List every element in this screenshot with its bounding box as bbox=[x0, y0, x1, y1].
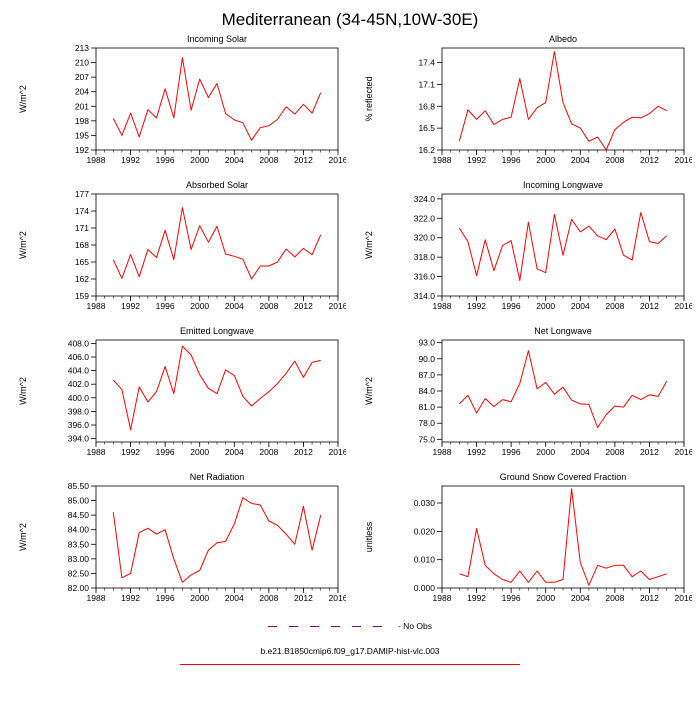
x-tick-label: 1992 bbox=[467, 447, 487, 457]
y-tick-label: 87.0 bbox=[418, 369, 435, 380]
y-tick-label: 192 bbox=[74, 145, 89, 155]
x-tick-label: 2016 bbox=[674, 447, 692, 457]
x-tick-label: 2012 bbox=[293, 155, 313, 165]
subplot-title: Net Radiation bbox=[189, 472, 245, 482]
x-tick-label: 1996 bbox=[501, 447, 521, 457]
run-line-swatch bbox=[180, 664, 520, 665]
x-tick-label: 2004 bbox=[570, 155, 590, 165]
y-tick-label: 195 bbox=[74, 130, 89, 141]
x-tick-label: 1988 bbox=[86, 447, 106, 457]
x-tick-label: 1996 bbox=[155, 155, 175, 165]
y-tick-label: 398.0 bbox=[67, 406, 89, 417]
x-tick-label: 2000 bbox=[190, 593, 210, 603]
y-tick-label: 17.1 bbox=[418, 79, 435, 90]
y-tick-label: 210 bbox=[74, 57, 89, 68]
x-tick-label: 2008 bbox=[259, 593, 279, 603]
y-tick-label: 93.0 bbox=[418, 337, 435, 348]
y-tick-label: 165 bbox=[74, 257, 89, 267]
plot-frame bbox=[96, 194, 338, 296]
y-tick-label: 408.0 bbox=[67, 338, 89, 349]
subplot-net-radiation bbox=[8, 470, 346, 616]
y-tick-label: 406.0 bbox=[67, 352, 89, 362]
x-tick-label: 2004 bbox=[570, 593, 590, 603]
plot-frame bbox=[442, 194, 684, 296]
panel-incoming-solar bbox=[8, 32, 346, 178]
y-tick-label: 82.00 bbox=[67, 583, 89, 593]
panel-incoming-longwave bbox=[354, 178, 692, 324]
series-line bbox=[459, 351, 666, 428]
y-tick-label: 81.0 bbox=[418, 402, 435, 413]
y-tick-label: 82.50 bbox=[67, 568, 89, 579]
x-tick-label: 1996 bbox=[155, 593, 175, 603]
y-tick-label: 85.00 bbox=[67, 495, 89, 506]
x-tick-label: 1992 bbox=[121, 301, 141, 311]
y-tick-label: 85.50 bbox=[67, 481, 89, 491]
y-tick-label: 198 bbox=[74, 115, 89, 126]
series-line bbox=[113, 498, 320, 583]
y-tick-label: 168 bbox=[74, 240, 89, 250]
y-axis-label: W/m^2 bbox=[18, 231, 28, 259]
x-tick-label: 2012 bbox=[639, 593, 659, 603]
y-tick-label: 207 bbox=[74, 72, 89, 83]
panel-absorbed-solar bbox=[8, 178, 346, 324]
y-tick-label: 0.000 bbox=[413, 583, 435, 593]
x-tick-label: 1988 bbox=[86, 301, 106, 311]
y-axis-label: W/m^2 bbox=[364, 377, 374, 405]
x-tick-label: 2016 bbox=[328, 155, 346, 165]
x-tick-label: 1988 bbox=[432, 155, 452, 165]
x-tick-label: 1988 bbox=[432, 447, 452, 457]
panel-net-longwave bbox=[354, 324, 692, 470]
y-tick-label: 16.2 bbox=[418, 145, 435, 155]
x-tick-label: 1992 bbox=[467, 593, 487, 603]
x-tick-label: 2008 bbox=[605, 155, 625, 165]
x-tick-label: 2016 bbox=[674, 155, 692, 165]
y-tick-label: 90.0 bbox=[418, 353, 435, 364]
subplot-albedo bbox=[354, 32, 692, 178]
plot-page bbox=[0, 10, 700, 710]
y-tick-label: 75.0 bbox=[418, 434, 435, 445]
subplot-title: Net Longwave bbox=[534, 326, 592, 336]
x-tick-label: 2004 bbox=[224, 593, 244, 603]
subplot-title: Incoming Solar bbox=[186, 34, 248, 44]
x-tick-label: 2000 bbox=[536, 301, 556, 311]
page-title: Mediterranean (34-45N,10W-30E) bbox=[221, 10, 479, 29]
panel-emitted-longwave bbox=[8, 324, 346, 470]
y-tick-label: 159 bbox=[74, 291, 89, 301]
y-tick-label: 0.020 bbox=[413, 526, 435, 537]
series-line bbox=[113, 346, 320, 430]
x-tick-label: 1992 bbox=[467, 301, 487, 311]
x-tick-label: 2008 bbox=[605, 593, 625, 603]
subplot-incoming-solar bbox=[8, 32, 346, 178]
run-label: b.e21.B1850cmip6.f09_g17.DAMIP-hist-vlc.003 bbox=[260, 646, 440, 656]
y-tick-label: 84.0 bbox=[418, 386, 435, 396]
x-tick-label: 2016 bbox=[328, 301, 346, 311]
x-tick-label: 2000 bbox=[190, 155, 210, 165]
x-tick-label: 2012 bbox=[639, 447, 659, 457]
no-obs-label: - No Obs bbox=[397, 621, 432, 631]
x-tick-label: 2004 bbox=[570, 447, 590, 457]
x-tick-label: 2004 bbox=[224, 447, 244, 457]
y-tick-label: 177 bbox=[74, 189, 89, 199]
plot-frame bbox=[96, 48, 338, 150]
subplot-title: Ground Snow Covered Fraction bbox=[499, 472, 627, 482]
x-tick-label: 2000 bbox=[190, 301, 210, 311]
panel-ground-snow-covered-fraction bbox=[354, 470, 692, 616]
subplot-net-longwave bbox=[354, 324, 692, 470]
plot-frame bbox=[96, 340, 338, 442]
panels-grid bbox=[0, 32, 700, 616]
x-tick-label: 2016 bbox=[674, 301, 692, 311]
x-tick-label: 1988 bbox=[86, 155, 106, 165]
x-tick-label: 1992 bbox=[121, 155, 141, 165]
y-tick-label: 394.0 bbox=[67, 433, 89, 444]
series-line bbox=[113, 208, 320, 279]
x-tick-label: 2004 bbox=[570, 301, 590, 311]
y-tick-label: 0.010 bbox=[413, 554, 435, 565]
y-tick-label: 78.0 bbox=[418, 418, 435, 429]
x-tick-label: 2004 bbox=[224, 155, 244, 165]
y-tick-label: 322.0 bbox=[413, 213, 435, 224]
y-axis-label: W/m^2 bbox=[18, 523, 28, 551]
y-tick-label: 84.50 bbox=[67, 510, 89, 521]
y-tick-label: 324.0 bbox=[413, 193, 435, 204]
x-tick-label: 1996 bbox=[155, 301, 175, 311]
y-tick-label: 174 bbox=[74, 206, 89, 216]
x-tick-label: 2008 bbox=[259, 155, 279, 165]
x-tick-label: 1992 bbox=[121, 593, 141, 603]
x-tick-label: 1996 bbox=[155, 447, 175, 457]
subplot-title: Emitted Longwave bbox=[179, 326, 255, 336]
x-tick-label: 2004 bbox=[224, 301, 244, 311]
x-tick-label: 2016 bbox=[328, 447, 346, 457]
x-tick-label: 1996 bbox=[501, 155, 521, 165]
x-tick-label: 2008 bbox=[605, 301, 625, 311]
subplot-title: Absorbed Solar bbox=[185, 180, 249, 190]
x-tick-label: 1988 bbox=[432, 301, 452, 311]
x-tick-label: 2008 bbox=[259, 447, 279, 457]
legend-run bbox=[0, 646, 700, 665]
subplot-title: Albedo bbox=[548, 34, 578, 44]
plot-frame bbox=[442, 340, 684, 442]
panel-albedo bbox=[354, 32, 692, 178]
legend bbox=[0, 620, 700, 665]
plot-frame bbox=[96, 486, 338, 588]
x-tick-label: 2000 bbox=[190, 447, 210, 457]
x-tick-label: 2012 bbox=[293, 593, 313, 603]
y-axis-label: W/m^2 bbox=[18, 377, 28, 405]
y-tick-label: 213 bbox=[74, 43, 89, 53]
y-tick-label: 171 bbox=[74, 223, 89, 233]
x-tick-label: 2000 bbox=[536, 155, 556, 165]
y-tick-label: 402.0 bbox=[67, 379, 89, 390]
y-axis-label: W/m^2 bbox=[364, 231, 374, 259]
panel-net-radiation bbox=[8, 470, 346, 616]
x-tick-label: 2016 bbox=[328, 593, 346, 603]
y-tick-label: 162 bbox=[74, 274, 89, 284]
x-tick-label: 1992 bbox=[121, 447, 141, 457]
x-tick-label: 2012 bbox=[639, 301, 659, 311]
subplot-incoming-longwave bbox=[354, 178, 692, 324]
plot-frame bbox=[442, 48, 684, 150]
y-tick-label: 201 bbox=[74, 101, 89, 112]
y-tick-label: 320.0 bbox=[413, 232, 435, 243]
y-tick-label: 84.00 bbox=[67, 524, 89, 535]
x-tick-label: 1988 bbox=[86, 593, 106, 603]
series-line bbox=[459, 52, 666, 150]
y-tick-label: 404.0 bbox=[67, 365, 89, 376]
y-tick-label: 83.00 bbox=[67, 553, 89, 564]
x-tick-label: 2016 bbox=[674, 593, 692, 603]
subplot-ground-snow-covered-fraction bbox=[354, 470, 692, 616]
series-line bbox=[113, 58, 320, 141]
y-tick-label: 0.030 bbox=[413, 498, 435, 508]
y-axis-label: unitless bbox=[364, 521, 374, 553]
y-axis-label: % reflected bbox=[364, 76, 374, 122]
x-tick-label: 2012 bbox=[293, 301, 313, 311]
x-tick-label: 2000 bbox=[536, 447, 556, 457]
y-tick-label: 314.0 bbox=[413, 291, 435, 301]
subplot-absorbed-solar bbox=[8, 178, 346, 324]
y-tick-label: 204 bbox=[74, 86, 89, 97]
x-tick-label: 2012 bbox=[639, 155, 659, 165]
x-tick-label: 1992 bbox=[467, 155, 487, 165]
y-tick-label: 396.0 bbox=[67, 420, 89, 430]
x-tick-label: 1988 bbox=[432, 593, 452, 603]
series-line bbox=[459, 213, 666, 281]
y-tick-label: 16.5 bbox=[418, 123, 435, 134]
x-tick-label: 2012 bbox=[293, 447, 313, 457]
no-obs-line-swatch bbox=[268, 626, 388, 627]
y-tick-label: 400.0 bbox=[67, 392, 89, 403]
y-tick-label: 17.4 bbox=[418, 57, 435, 68]
y-axis-label: W/m^2 bbox=[18, 85, 28, 113]
subplot-title: Incoming Longwave bbox=[522, 180, 604, 190]
x-tick-label: 2008 bbox=[259, 301, 279, 311]
x-tick-label: 1996 bbox=[501, 593, 521, 603]
series-line bbox=[459, 489, 666, 585]
y-tick-label: 318.0 bbox=[413, 252, 435, 263]
y-tick-label: 316.0 bbox=[413, 271, 435, 282]
legend-no-obs bbox=[0, 620, 700, 632]
subplot-emitted-longwave bbox=[8, 324, 346, 470]
x-tick-label: 1996 bbox=[501, 301, 521, 311]
x-tick-label: 2008 bbox=[605, 447, 625, 457]
y-tick-label: 16.8 bbox=[418, 101, 435, 112]
y-tick-label: 83.50 bbox=[67, 539, 89, 550]
x-tick-label: 2000 bbox=[536, 593, 556, 603]
